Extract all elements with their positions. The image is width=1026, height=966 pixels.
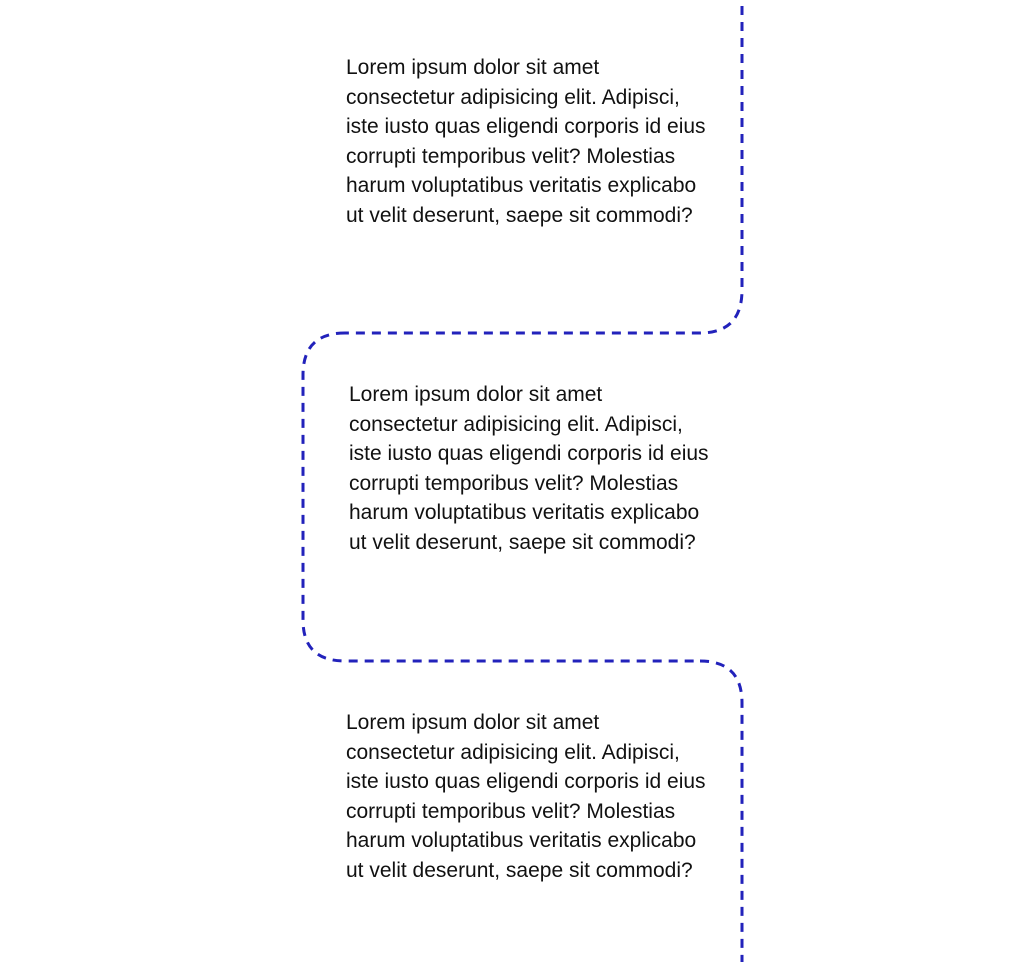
timeline-text-block-3: Lorem ipsum dolor sit amet consectetur adipisicing elit. Adipisci, iste iusto quas eligendi corporis id eius corrupti temporibus velit? Molestias harum voluptatibus veritatis explicabo ut velit deserunt, saepe sit commodi? [346, 711, 706, 882]
timeline-text-block-1: Lorem ipsum dolor sit amet consectetur adipisicing elit. Adipisci, iste iusto quas eligendi corporis id eius corrupti temporibus velit? Molestias harum voluptatibus veritatis explicabo ut velit deserunt, saepe sit commodi? [346, 56, 706, 227]
timeline-text-block-2: Lorem ipsum dolor sit amet consectetur adipisicing elit. Adipisci, iste iusto quas eligendi corporis id eius corrupti temporibus velit? Molestias harum voluptatibus veritatis explicabo ut velit deserunt, saepe sit commodi? [349, 383, 709, 554]
timeline-segment-3 [700, 661, 742, 962]
